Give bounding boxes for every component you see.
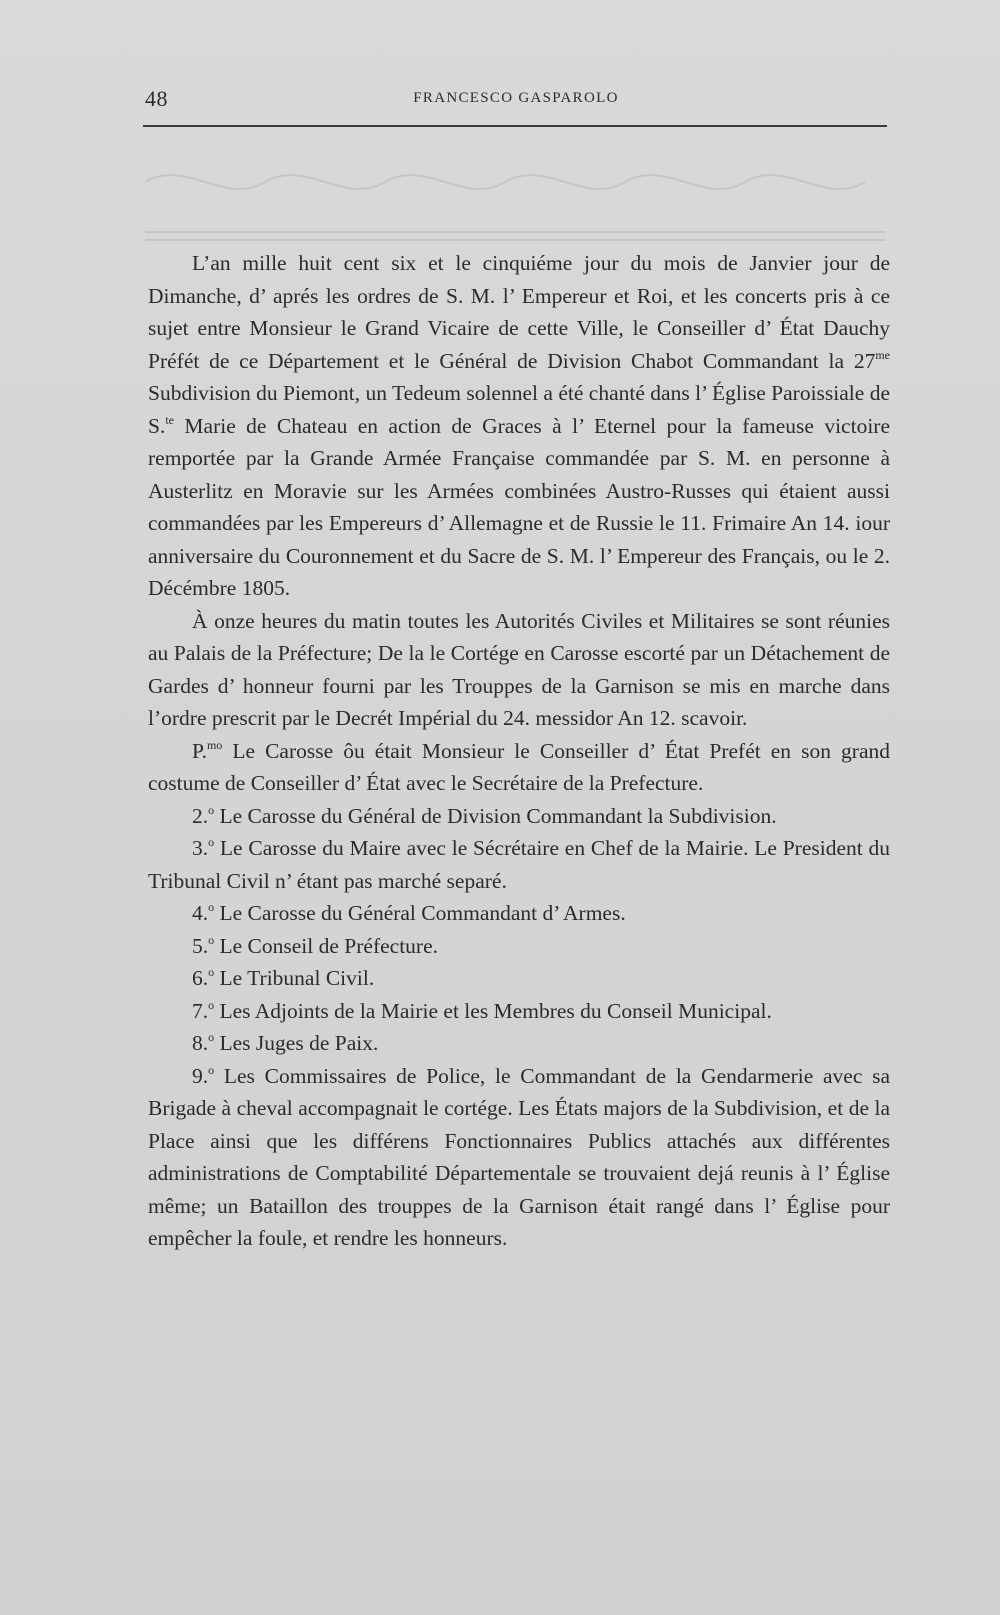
paragraph-text: Marie de Chateau en action de Graces à l’ Eternel pour la fameuse victoire remportée par la Grande Armée Française commandée par S. M. en personne à Austerlitz en Moravie sur les Armées combinées Austro-Russes qui étaient aussi commandées par les Empereurs d’ Allemagne et de Russie le 11. Frimaire An 14. iour anniversaire du Couronnement et du Sacre de S. M. l’ Empereur des Français, ou le 2. Décémbre 1805. xyxy=(148,413,890,600)
item-text: Le Conseil de Préfecture. xyxy=(214,933,438,958)
body-text xyxy=(148,247,890,1255)
list-item xyxy=(148,930,890,963)
superscript: o xyxy=(208,900,215,914)
superscript: o xyxy=(208,997,215,1012)
item-number: 5. xyxy=(192,933,209,958)
item-number: 2. xyxy=(192,803,209,828)
item-number: 3. xyxy=(192,836,209,860)
superscript: o xyxy=(208,965,215,979)
list-item xyxy=(148,832,890,897)
page-header xyxy=(145,86,887,126)
superscript: o xyxy=(208,1030,215,1044)
superscript: o xyxy=(208,802,215,817)
item-number: 7. xyxy=(192,998,209,1023)
item-number: 9. xyxy=(192,1063,209,1088)
item-text: Le Carosse du Maire avec le Sécrétaire en Chef de la Mairie. Le President du Tribunal Civil n’ étant pas marché separé. xyxy=(148,836,890,893)
paragraph-text: L’an mille huit cent six et le cinquiéme jour du mois de Janvier jour de Dimanche, d’ aprés les ordres de S. M. l’ Empereur et Roi, et les concerts pris à ce sujet entre Monsieur le Grand Vicaire de cette Ville, le Conseiller d’ État Dauchy Préfét de ce Département et le Général de Division Chabot Commandant la 27 xyxy=(148,251,890,373)
item-text: Le Tribunal Civil. xyxy=(214,966,375,990)
paragraph xyxy=(148,247,890,605)
superscript: mo xyxy=(206,737,223,752)
item-number: 4. xyxy=(192,901,209,925)
item-text: Les Commissaires de Police, le Commandant de la Gendarmerie avec sa Brigade à cheval accompagnait le cortége. Les États majors de la Subdivision, et de la Place ainsi que les différens Fonctionnaires Publics attachés aux différentes administrations de Comptabilité Départementale se trouvaient dejá reunis à l’ Église même; un Bataillon des trouppes de la Garnison était rangé dans l’ Église pour empêcher la foule, et rendre les honneurs. xyxy=(148,1063,890,1250)
paragraph-text: Subdivision du Piemont, un Tedeum solennel a été chanté dans l’ Église Paroissiale de S. xyxy=(148,381,890,438)
item-text: Les Adjoints de la Mairie et les Membres du Conseil Municipal. xyxy=(214,998,772,1023)
list-item xyxy=(148,735,890,800)
header-rule xyxy=(143,125,887,127)
page-number: 48 xyxy=(145,86,168,111)
list-item xyxy=(148,897,890,930)
superscript: o xyxy=(208,1062,215,1077)
superscript: te xyxy=(165,412,175,427)
item-number: 6. xyxy=(192,966,209,990)
superscript: me xyxy=(875,347,890,362)
bleed-through-ornament xyxy=(145,150,885,250)
item-text: Le Carosse du Général Commandant d’ Armes. xyxy=(214,901,626,925)
item-number: P. xyxy=(192,738,207,763)
paragraph: À onze heures du matin toutes les Autorités Civiles et Militaires se sont réunies au Palais de la Préfecture; De la le Cortége en Carosse escorté par un Détachement de Gardes d’ honneur fourni par les Trouppes de la Garnison se mis en marche dans l’ordre prescrit par le Decrét Impérial du 24. messidor An 12. scavoir. xyxy=(148,608,890,730)
list-item xyxy=(148,800,890,833)
list-item xyxy=(148,1027,890,1060)
running-title: FRANCESCO GASPAROLO xyxy=(413,90,619,106)
item-text: Le Carosse du Général de Division Commandant la Subdivision. xyxy=(214,803,777,828)
item-text: Les Juges de Paix. xyxy=(214,1031,379,1055)
item-text: Le Carosse ôu était Monsieur le Conseiller d’ État Prefét en son grand costume de Conseiller d’ État avec le Secrétaire de la Prefecture. xyxy=(148,738,890,795)
list-item xyxy=(148,962,890,995)
list-item xyxy=(148,1060,890,1255)
item-number: 8. xyxy=(192,1031,209,1055)
list-item xyxy=(148,995,890,1028)
superscript: o xyxy=(208,835,215,849)
superscript: o xyxy=(208,932,215,947)
